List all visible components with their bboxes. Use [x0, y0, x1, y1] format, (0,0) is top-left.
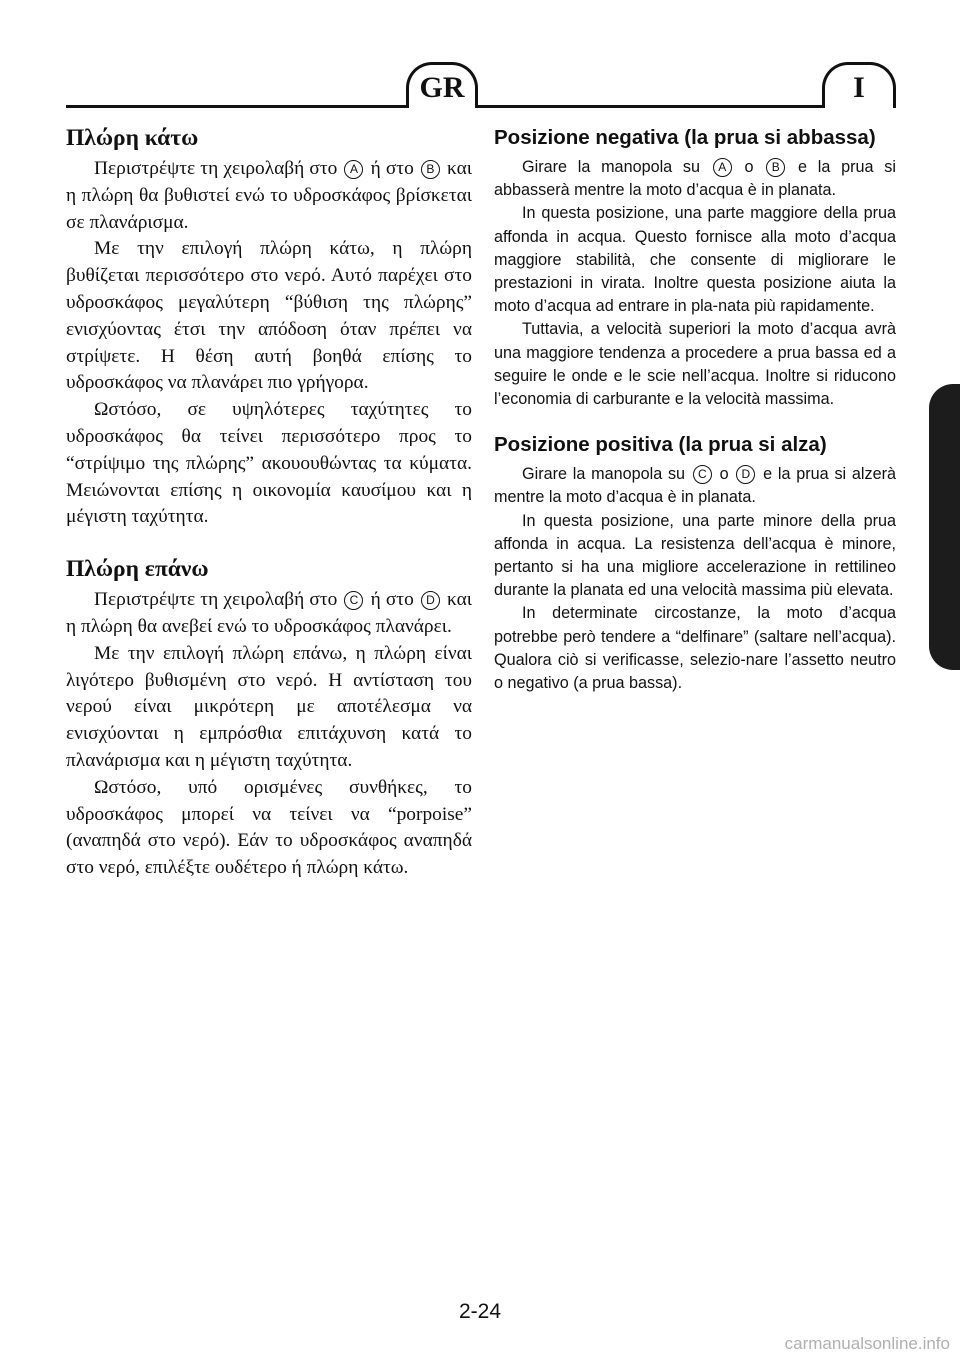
chapter-side-tab	[929, 384, 960, 670]
text-run: Περιστρέψτε τη χειρολαβή στο	[94, 158, 343, 179]
watermark: carmanualsonline.info	[784, 1334, 950, 1353]
header-rule	[66, 105, 896, 108]
text-run: Girare la manopola su	[522, 465, 691, 484]
position-marker-b: B	[766, 158, 785, 177]
position-marker-d: D	[421, 591, 440, 610]
text-run: και η πλώρη θα ανεβεί ενώ το υδροσκάφος πλανάρει.	[66, 589, 473, 637]
text-run: Περιστρέψτε τη χειρολαβή στο	[94, 589, 343, 611]
text-run: o	[733, 158, 765, 176]
text-run: Girare la manopola su	[522, 158, 711, 176]
section-title-bow-up: Πλώρη επάνω	[66, 556, 209, 583]
paragraph	[66, 587, 472, 641]
paragraph	[66, 156, 472, 236]
text-run: και η πλώρη θα βυθιστεί ενώ το υδροσκάφος βρίσκεται σε πλανάρισμα.	[66, 158, 473, 233]
language-tab-gr: GR	[406, 62, 478, 108]
section-title-positive-position: Posizione positiva (la prua si alza)	[494, 433, 827, 457]
position-marker-a: A	[713, 158, 732, 177]
greek-column	[66, 120, 472, 882]
paragraph: Με την επιλογή πλώρη κάτω, η πλώρη βυθίζεται περισσότερο στο νερό. Αυτό παρέχει στο υδροσκάφος μεγαλύτερη “βύθιση της πλώρης” ενισχύοντας έτσι την απόδοση όταν πρέπει να στρίψετε. Η θέση αυτή βοηθά επίσης το υδροσκάφος να πλανάρει πιο γρήγορα.	[66, 238, 472, 394]
section-title-bow-down: Πλώρη κάτω	[66, 125, 199, 151]
text-run: ή στο	[365, 589, 419, 611]
paragraph	[494, 463, 896, 509]
text-run: e la prua si abbasserà mentre la moto d’acqua è in planata.	[494, 158, 896, 200]
paragraph	[494, 156, 896, 202]
position-marker-c: C	[693, 465, 712, 484]
paragraph: Ωστόσο, υπό ορισμένες συνθήκες, το υδροσκάφος μπορεί να τείνει να “porpoise” (αναπηδά στο νερό). Εάν το υδροσκάφος αναπηδά στο νερό, επιλέξτε ουδέτερο ή πλώρη κάτω.	[66, 776, 472, 879]
position-marker-d: D	[736, 465, 755, 484]
position-marker-a: A	[344, 160, 363, 179]
italian-column	[494, 120, 896, 695]
text-run: ή στο	[365, 158, 419, 179]
paragraph: Tuttavia, a velocità superiori la moto d’acqua avrà una maggiore tendenza a procedere a prua bassa ed a seguire le onde e le scie nell’acqua. Inoltre si riducono l’economia di carburante e la velocità massima.	[494, 320, 896, 409]
language-tab-i: I	[822, 62, 896, 108]
text-run: e la prua si alzerà mentre la moto d’acqua è in planata.	[494, 465, 896, 507]
paragraph: In determinate circostanze, la moto d’acqua potrebbe però tendere a “delfinare” (saltare nell’acqua). Qualora ciò si verificasse, selezio-nare l’assetto neutro o negativo (a prua bassa).	[494, 604, 896, 693]
position-marker-b: B	[421, 160, 440, 179]
paragraph: Ωστόσο, σε υψηλότερες ταχύτητες το υδροσκάφος θα τείνει περισσότερο προς το “στρίψιμο της πλώρης” ακουουθώντας τα κύματα. Μειώνονται επίσης η οικονομία καυσίμου και η μέγιστη ταχύτητα.	[66, 399, 472, 528]
position-marker-c: C	[344, 591, 363, 610]
paragraph: In questa posizione, una parte minore della prua affonda in acqua. La resistenza dell’acqua è minore, pertanto si ha una migliore accelerazione in rettilineo durante la planata ed una velocità massima più elevata.	[494, 511, 896, 600]
text-run: o	[713, 465, 735, 484]
paragraph: Με την επιλογή πλώρη επάνω, η πλώρη είναι λιγότερο βυθισμένη στο νερό. Η αντίσταση του νερού είναι μικρότερη με αποτέλεσμα να ενισχύονται η εμπρόσθια επιτάχυνση κατά το πλανάρισμα και η μέγιστη ταχύτητα.	[66, 642, 472, 771]
page-number: 2-24	[458, 1300, 502, 1323]
paragraph: In questa posizione, una parte maggiore della prua affonda in acqua. Questo fornisce alla moto d’acqua maggiore stabilità, che consente di migliorare le prestazioni in virata. Inoltre questa posizione aiuta la moto d’acqua ad entrare in pla-nata più rapidamente.	[494, 204, 896, 316]
section-title-negative-position: Posizione negativa (la prua si abbassa)	[494, 126, 876, 149]
